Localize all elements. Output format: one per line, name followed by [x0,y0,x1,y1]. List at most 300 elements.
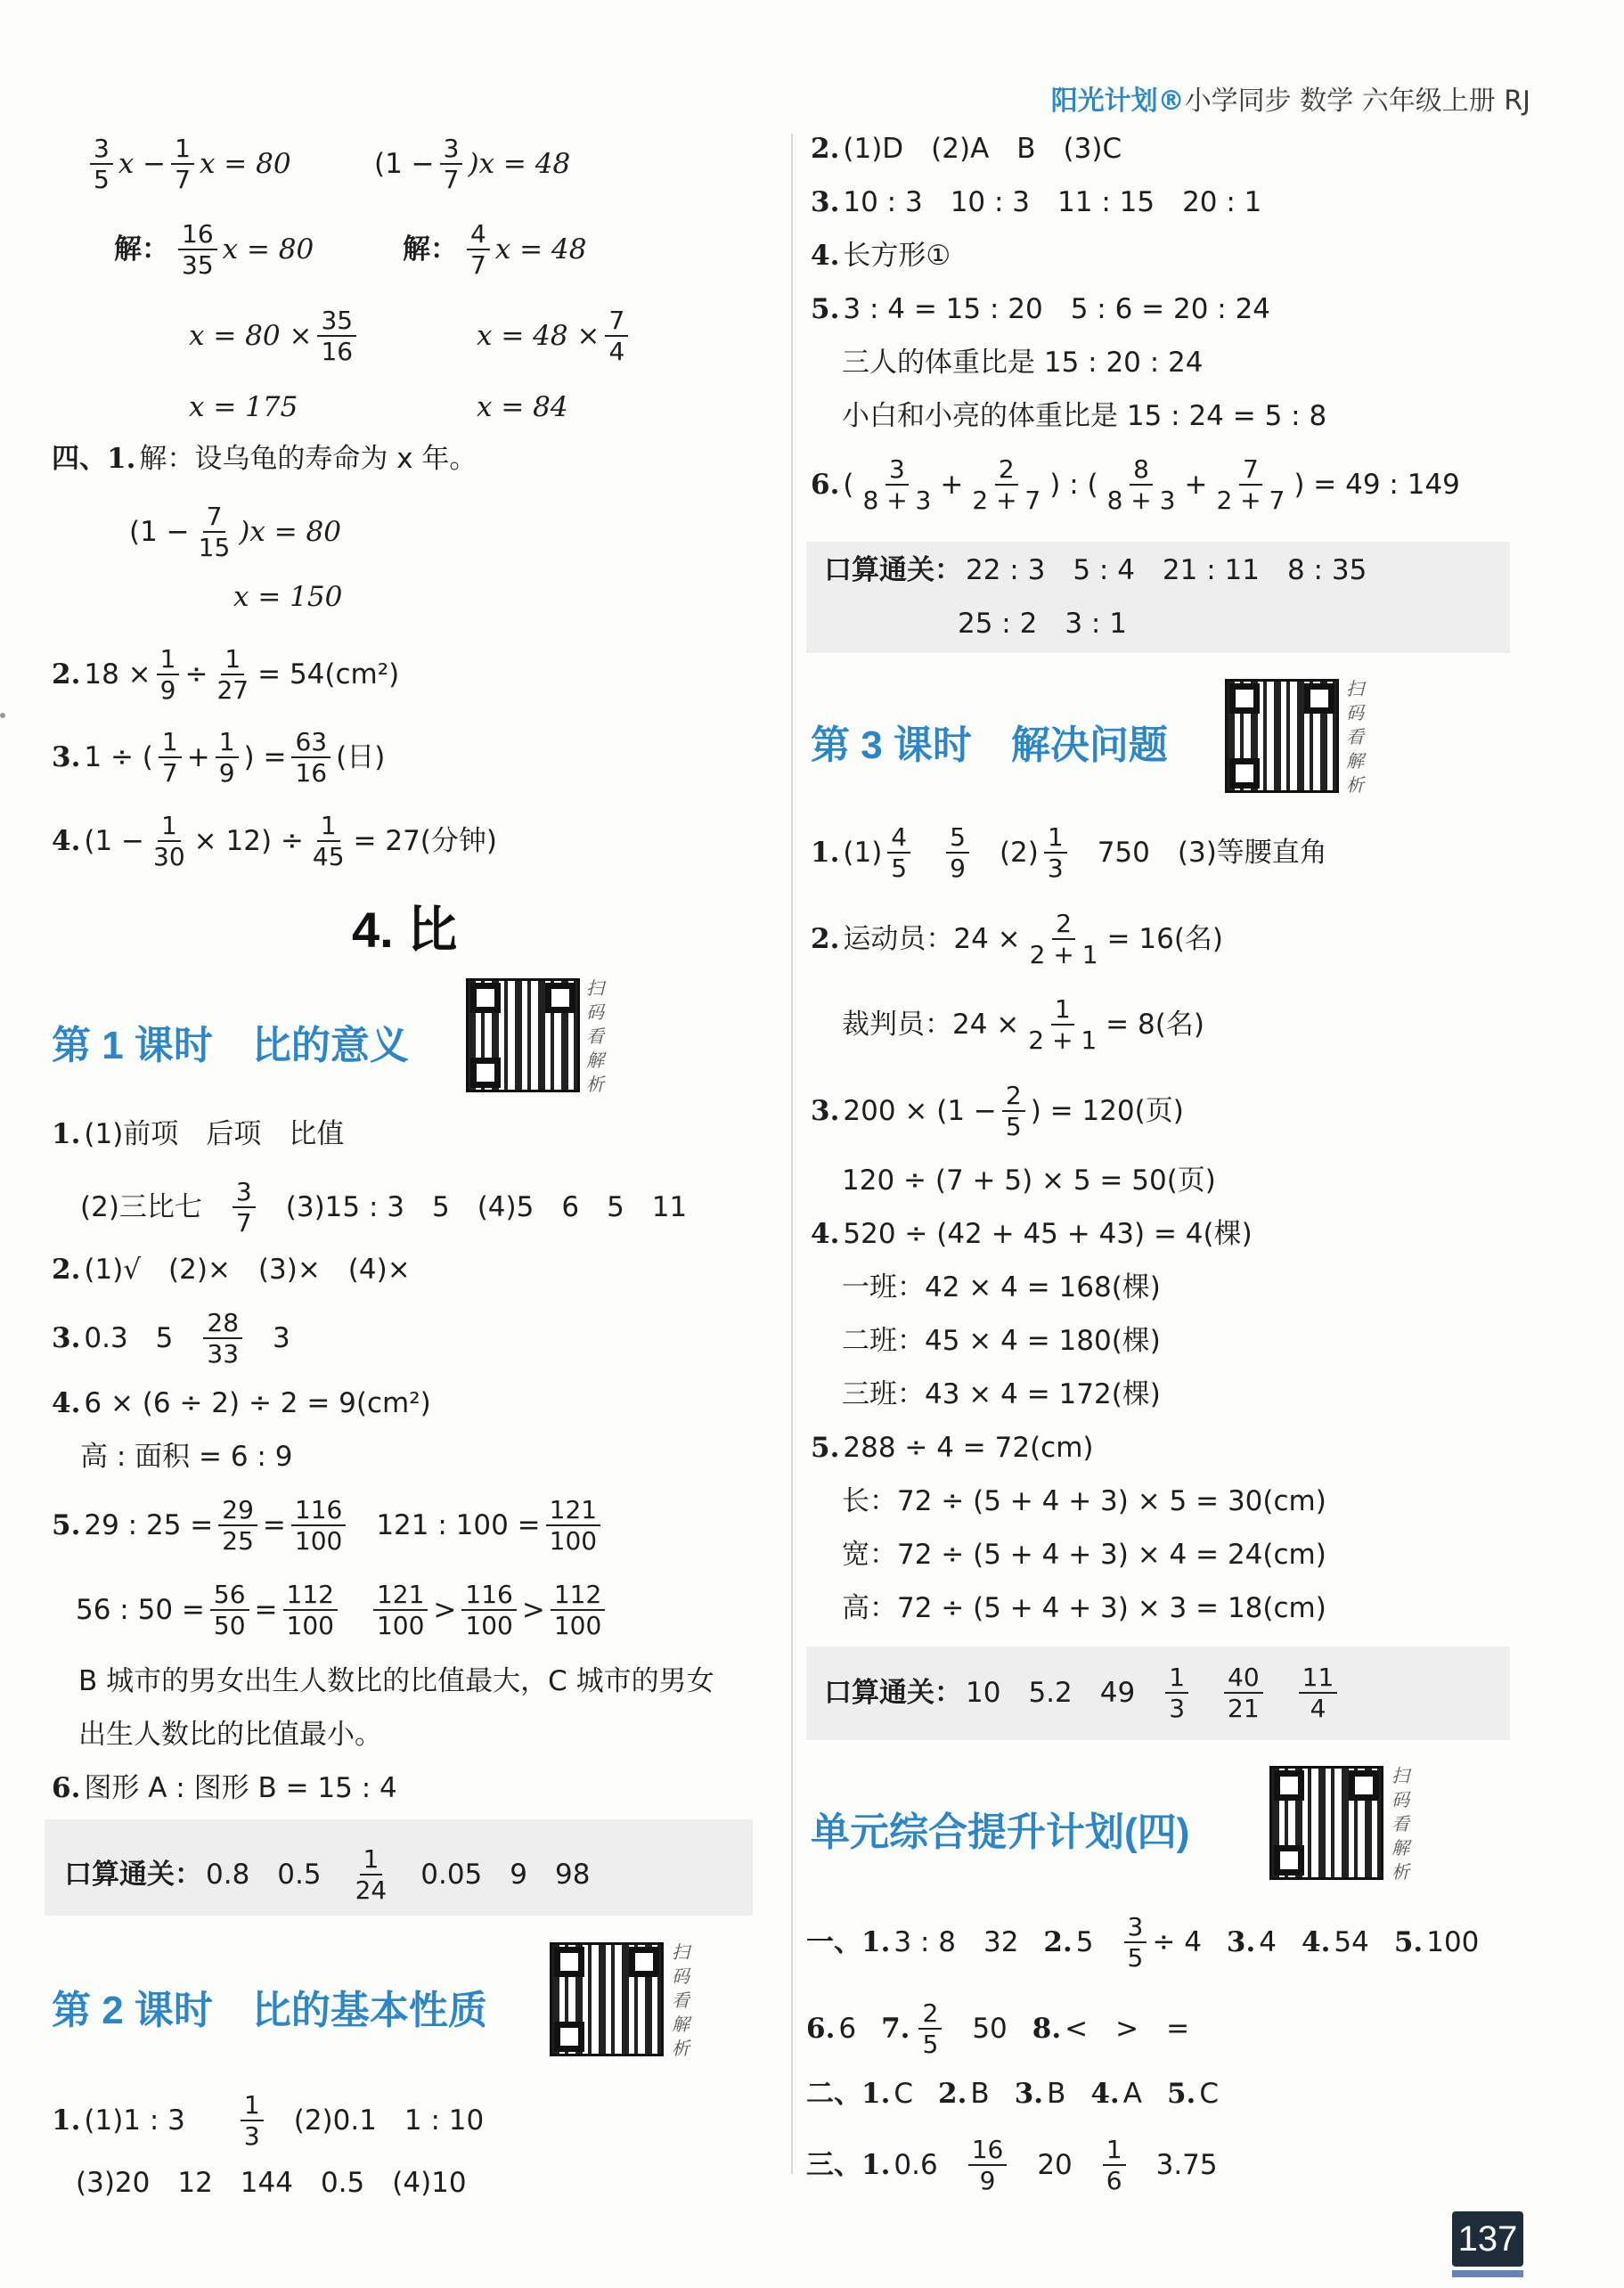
page-number-underline [1452,2270,1523,2277]
fraction-numerator: 2 [918,2000,942,2030]
answer-text: = 8(名) [1106,1008,1204,1041]
item-number: 三、1. [806,2148,891,2181]
answer-line [842,1271,1161,1303]
fraction [968,456,1044,514]
answer-line [842,1541,1326,1569]
answer-line [52,1772,397,1804]
answer-text: x = 84 [477,391,568,423]
item-number: 4. [811,240,840,272]
answer-line [52,646,399,704]
item-number: 1. [52,1118,81,1150]
fraction-numerator: 1 [317,813,340,842]
answer-text: ÷ [184,658,208,690]
section-title-unit-review: 单元综合提升计划(四) [811,1810,1190,1854]
answer-line [78,1665,714,1697]
item-number: 6. [811,468,840,501]
answer-text: 20 [1037,2148,1073,2181]
fraction-denominator: 7 [175,165,191,195]
fraction-denominator: 2 + 7 [1216,486,1285,516]
answer-line [78,1721,382,1749]
answer-text: ) = 49 : 149 [1293,468,1460,501]
answer-text: 1 ÷ ( [84,740,153,773]
answer-text: 长：72 ÷ (5 + 4 + 3) × 5 = 30(cm) [842,1485,1326,1517]
answer-line [76,2167,467,2199]
fraction-numerator: 7 [203,503,226,533]
answer-text: x = 80 [199,147,291,180]
answer-text: (3)15 : 3 5 (4)5 6 5 11 [285,1190,688,1223]
answer-line [80,1443,292,1471]
item-number: 3. [811,1094,840,1127]
fraction [352,1846,391,1904]
section-title-lesson-3: 第 3 课时 解决问题 [811,723,1168,767]
answer-line [842,349,1204,377]
answer-line [52,1387,431,1419]
fraction [1104,456,1179,514]
fraction [233,1179,256,1237]
fraction-denominator: 5 [1005,1112,1022,1142]
fraction-denominator: 21 [1228,1694,1260,1724]
answer-text: (2) [999,836,1039,869]
answer-text: = [254,1593,278,1626]
item-number: 5. [52,1508,81,1541]
answer-text: 5 [1075,1925,1094,1958]
fraction-numerator: 1 [158,813,181,842]
fraction-numerator: 3 [885,456,909,486]
item-number: 3. [52,1321,81,1354]
answer-text: B [970,2078,990,2110]
fraction-denominator: 5 [891,854,908,884]
answer-line [52,1256,411,1284]
fraction-denominator: 7 [161,758,178,789]
answer-text: 解：设乌龟的寿命为 x 年。 [139,443,477,475]
fraction-denominator: 7 [443,165,460,195]
answer-line [811,1434,1094,1462]
fraction [440,135,463,193]
item-number: 口算通关： [64,1858,202,1891]
fraction [1165,1664,1188,1722]
fraction [317,307,356,365]
item-number: 2. [1043,1925,1073,1958]
fraction-denominator: 9 [979,2166,996,2196]
fraction-numerator: 5 [946,824,969,854]
fraction-denominator: 2 + 1 [1029,940,1098,970]
item-number: 2. [52,1254,81,1286]
fraction [283,1581,338,1639]
answer-line [811,242,951,270]
fraction-numerator: 116 [291,1497,346,1526]
answer-text: + [940,468,964,501]
fraction [946,824,969,882]
answer-line [76,1581,610,1639]
item-number: 5. [1166,2078,1196,2110]
fraction-numerator: 1 [1044,824,1067,854]
item-number: 2. [811,133,840,165]
column-divider [791,134,793,2174]
answer-text: x = 48 [494,233,587,266]
answer-text: 3 : 8 32 [894,1925,1019,1958]
brand-name: 阳光计划® [1050,86,1185,117]
fraction-denominator: 4 [608,337,625,367]
answer-line [806,1914,1479,1972]
fraction [1103,2137,1126,2194]
answer-text: 50 [972,2012,1008,2045]
answer-text: x = 80 × [189,319,313,352]
fraction-numerator: 121 [546,1497,600,1526]
answer-text: A [1122,2078,1142,2110]
answer-text: 3 [273,1321,290,1354]
answer-text: 29 : 25 = [84,1508,214,1541]
answer-line [811,456,1460,514]
scan-label: 扫码看解析 [1346,678,1364,796]
item-number: 二、1. [806,2078,891,2110]
fraction-numerator: 1 [1165,1664,1188,1694]
item-number: 5. [1393,1925,1424,1958]
answer-line [842,1325,1161,1357]
answer-text: 0.6 [894,2148,938,2181]
item-number: 1. [52,2104,81,2137]
item-number: 3. [1226,1925,1256,1958]
fraction [968,2137,1008,2194]
answer-line [52,445,477,473]
fraction-denominator: 35 [182,250,214,281]
fraction [157,646,180,704]
fraction [171,135,194,193]
equation-row [189,391,298,423]
answer-text: 0.8 0.5 [206,1858,322,1891]
item-number: 1. [811,836,840,869]
answer-text: (1)D (2)A B (3)C [843,133,1122,165]
item-number: 4. [1090,2078,1120,2110]
answer-text: 10 5.2 49 [966,1676,1136,1709]
fraction-numerator: 1 [157,646,180,675]
answer-text: ) = [243,740,287,773]
answer-text: < > = [1065,2012,1190,2045]
fraction-denominator: 100 [549,1526,598,1557]
fraction-numerator: 2 [1002,1083,1025,1112]
fraction [1224,1664,1263,1722]
item-number: 四、1. [52,443,136,475]
answer-line [842,1485,1326,1517]
item-number: 4. [52,824,81,857]
fraction [213,646,252,704]
item-number: 3. [811,186,840,218]
fraction-denominator: 16 [295,758,328,789]
fraction [887,824,910,882]
answer-text: 三班：43 × 4 = 172(棵) [842,1378,1161,1410]
answer-text: C [894,2078,914,2110]
oral-practice-line [824,554,1367,586]
fraction-denominator: 33 [207,1339,240,1369]
answer-text: (1)√ (2)× (3)× (4)× [84,1254,411,1286]
qr-code[interactable] [550,1942,664,2056]
answer-text: B 城市的男女出生人数比的比值最大，C 城市的男女 [78,1665,714,1697]
fraction [1124,1914,1147,1972]
qr-code[interactable] [1225,679,1339,793]
fraction-numerator: 3 [233,1179,256,1208]
fraction-denominator: 30 [153,842,185,872]
answer-text: x = 48 × [477,319,600,352]
fraction [241,2092,264,2150]
section-title-lesson-2: 第 2 课时 比的基本性质 [52,1989,487,2032]
fraction-denominator: 5 [1127,1943,1144,1973]
fraction [218,1497,257,1555]
fraction-denominator: 3 [1047,854,1064,884]
answer-text: 54 [1334,1925,1369,1958]
fraction [159,729,182,787]
answer-text: x − [118,147,167,180]
book-info: 小学同步 数学 六年级上册 RJ [1184,86,1530,117]
answer-text: = 27(分钟) [353,824,497,857]
item-number: 解： [403,233,458,266]
answer-text: 22 : 3 5 : 4 21 : 11 8 : 35 [966,554,1367,586]
fraction [1044,824,1067,882]
fraction-numerator: 112 [551,1581,605,1611]
fraction-numerator: 112 [283,1581,338,1611]
answer-text: x = 150 [233,581,343,613]
fraction [216,729,239,787]
fraction-denominator: 25 [222,1526,254,1557]
answer-text: (1 − [374,147,435,180]
fraction-numerator: 63 [291,729,331,758]
fraction-denominator: 45 [312,842,345,872]
fraction-numerator: 28 [203,1310,242,1339]
answer-text: 6 [838,2012,857,2045]
page-number: 137 [1452,2211,1523,2267]
item-number: 4. [52,1387,81,1419]
answer-text: (2)0.1 1 : 10 [293,2104,485,2137]
answer-line [811,911,1223,968]
fraction [291,729,331,787]
fraction-numerator: 16 [178,221,217,250]
answer-text: 高：72 ÷ (5 + 4 + 3) × 3 = 18(cm) [842,1592,1326,1624]
answer-line [52,1310,290,1368]
fraction-denominator: 8 + 3 [1106,486,1176,516]
oral-practice-line [64,1846,590,1904]
answer-line [806,2000,1189,2058]
answer-text: × 12) ÷ [193,824,304,857]
answer-text: (1 − [129,515,190,548]
answer-text: (1 − [84,824,145,857]
answer-text: + [1184,468,1208,501]
answer-text: 0.3 5 [84,1321,174,1354]
answer-text: > [433,1593,457,1626]
answer-line [811,1218,1253,1250]
page-header [1051,78,1530,118]
fraction [178,221,217,279]
answer-text: 一班：42 × 4 = 168(棵) [842,1271,1161,1303]
fraction-numerator: 2 [995,456,1018,486]
answer-line [842,996,1204,1054]
answer-text: 200 × (1 − [843,1094,997,1127]
answer-text: (1)1 : 3 [84,2104,185,2137]
fraction [1024,996,1100,1054]
fraction-numerator: 40 [1224,1664,1263,1694]
fraction [605,307,628,365]
fraction [1026,911,1102,968]
answer-line [811,186,1262,218]
item-number: 口算通关： [824,554,962,586]
fraction-numerator: 3 [440,135,463,165]
fraction-denominator: 15 [198,533,231,563]
fraction [546,1497,600,1555]
fraction-denominator: 100 [553,1611,602,1641]
fraction-denominator: 100 [376,1611,425,1641]
fraction-numerator: 16 [968,2137,1008,2166]
equation-row [374,135,570,193]
fraction-denominator: 2 + 7 [972,486,1041,516]
answer-line [811,1083,1184,1140]
item-number: 4. [811,1218,840,1250]
fraction-denominator: 9 [218,758,235,789]
fraction-denominator: 27 [216,675,249,706]
item-number: 5. [811,1432,840,1464]
answer-line [52,2092,484,2150]
fraction-numerator: 1 [241,2092,264,2121]
answer-text: 运动员：24 × [843,922,1021,955]
fraction-numerator: 1 [1103,2137,1126,2166]
fraction-numerator: 29 [218,1497,257,1526]
fraction-numerator: 116 [461,1581,516,1611]
fraction-denominator: 7 [235,1208,252,1238]
fraction [210,1581,249,1639]
section-title-lesson-1: 第 1 课时 比的意义 [52,1024,409,1067]
fraction-numerator: 35 [317,307,356,337]
answer-text: 图形 A : 图形 B = 15 : 4 [84,1772,397,1804]
fraction [461,1581,516,1639]
item-number: 一、1. [806,1925,891,1958]
answer-text: 100 [1426,1925,1480,1958]
answer-text: + [186,740,210,773]
qr-code[interactable] [1269,1766,1383,1880]
fraction [309,813,348,870]
margin-mark [0,713,5,718]
answer-line [806,2080,1219,2108]
qr-code[interactable] [466,978,580,1092]
fraction-denominator: 9 [950,854,966,884]
answer-text: 出生人数比的比值最小。 [78,1719,382,1751]
answer-text: x = 175 [189,391,298,423]
answer-text: (日) [336,740,386,773]
answer-line [806,2137,1218,2194]
answer-text: 121 : 100 = [376,1508,541,1541]
fraction-numerator: 4 [887,824,910,854]
answer-text: 10 : 3 10 : 3 11 : 15 20 : 1 [843,186,1262,218]
oral-practice-line [958,610,1127,638]
answer-text: 520 ÷ (42 + 45 + 43) = 4(棵) [843,1218,1253,1250]
answer-text: ) = 120(页) [1030,1094,1184,1127]
fraction-numerator: 1 [360,1846,383,1875]
answer-text: C [1199,2078,1219,2110]
answer-text: (1)前项 后项 比值 [84,1118,345,1150]
fraction-denominator: 100 [465,1611,513,1641]
fraction-denominator: 100 [294,1526,343,1557]
answer-line [842,1592,1326,1624]
answer-text: 裁判员：24 × [842,1008,1020,1041]
fraction-denominator: 3 [1169,1694,1186,1724]
fraction [1212,456,1288,514]
fraction-numerator: 1 [159,729,182,758]
answer-text: 3 : 4 = 15 : 20 5 : 6 = 20 : 24 [843,293,1271,325]
answer-text: ( [843,468,854,501]
fraction-denominator: 5 [922,2030,939,2060]
answer-text: 56 : 50 = [76,1593,205,1626]
fraction [1002,1083,1025,1140]
answer-line [811,824,1327,882]
fraction-numerator: 3 [90,135,113,165]
item-number: 3. [52,740,81,773]
scan-label: 扫码看解析 [1391,1765,1409,1883]
fraction [203,1310,242,1368]
answer-line [842,400,1327,432]
item-number: 4. [1302,1925,1331,1958]
answer-text: 长方形① [843,240,951,272]
fraction [150,813,189,870]
fraction [1299,1664,1338,1722]
answer-line [80,1179,687,1237]
item-number: 8. [1032,2012,1062,2045]
answer-text: B [1047,2078,1066,2110]
answer-text: (2)三比七 [80,1190,202,1223]
answer-text: 25 : 2 3 : 1 [958,608,1127,640]
answer-text: 288 ÷ 4 = 72(cm) [843,1432,1094,1464]
fraction-denominator: 7 [470,250,486,281]
answer-line [811,135,1122,163]
fraction-numerator: 1 [1051,996,1074,1026]
equation-row [477,307,633,365]
item-number: 6. [52,1772,81,1804]
answer-text: = 16(名) [1106,922,1224,955]
item-number: 口算通关： [824,1676,962,1709]
answer-text: 120 ÷ (7 + 5) × 5 = 50(页) [842,1164,1216,1197]
answer-text: 6 × (6 ÷ 2) ÷ 2 = 9(cm²) [84,1387,431,1419]
chapter-title: 4. 比 [352,902,458,958]
fraction-denominator: 16 [321,337,354,367]
answer-text: 二班：45 × 4 = 180(棵) [842,1325,1161,1357]
scan-label: 扫码看解析 [672,1941,690,2059]
answer-line [52,1497,606,1555]
answer-text: 小白和小亮的体重比是 15 : 24 = 5 : 8 [842,400,1327,432]
answer-text: = 54(cm²) [257,658,400,690]
answer-line [52,1118,345,1150]
fraction-denominator: 3 [243,2121,260,2152]
answer-text: 3.75 [1155,2148,1218,2181]
equation-row [189,307,362,365]
equation-row [85,135,291,193]
fraction [195,503,234,561]
fraction [373,1581,428,1639]
answer-text: > [521,1593,545,1626]
fraction-denominator: 9 [159,675,176,706]
item-number: 解： [114,233,169,266]
equation-row [114,221,314,279]
answer-text: 0.05 9 98 [420,1858,591,1891]
fraction-numerator: 11 [1299,1664,1338,1694]
answer-text: 宽：72 ÷ (5 + 4 + 3) × 4 = 24(cm) [842,1539,1326,1571]
item-number: 2. [52,658,81,690]
fraction [291,1497,346,1555]
equation-row [403,221,586,279]
fraction [90,135,113,193]
equation-row [129,503,341,561]
scan-label: 扫码看解析 [586,977,604,1095]
answer-text: 高 : 面积 = 6 : 9 [80,1441,293,1473]
fraction-numerator: 3 [1124,1914,1147,1943]
answer-line [52,813,497,870]
item-number: 6. [806,2012,836,2045]
item-number: 5. [811,293,840,325]
fraction-numerator: 8 [1130,456,1153,486]
answer-text: 三人的体重比是 15 : 20 : 24 [842,347,1204,379]
